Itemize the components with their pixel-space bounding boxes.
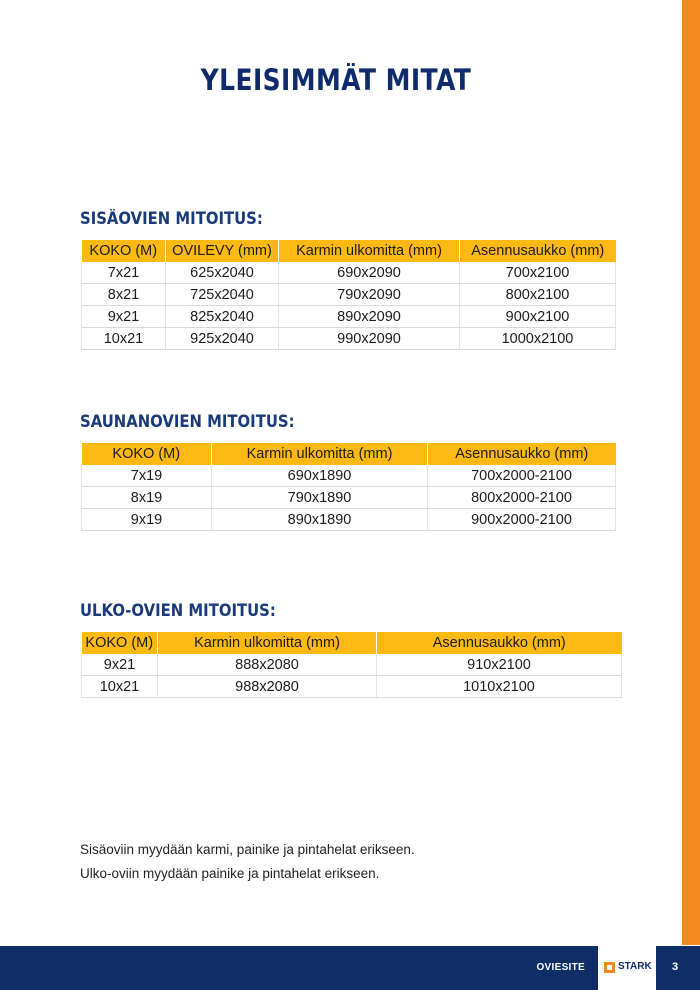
table-ulko-ovien xyxy=(81,632,622,698)
table-cell: 9x21 xyxy=(82,306,166,328)
table-cell: 900x2000-2100 xyxy=(428,509,616,531)
table-cell: 7x21 xyxy=(82,262,166,284)
table-cell: 910x2100 xyxy=(377,654,622,676)
column-header: Karmin ulkomitta (mm) xyxy=(158,632,377,654)
page-title: YLEISIMMÄT MITAT xyxy=(200,63,472,98)
table-cell: 10x21 xyxy=(82,676,158,698)
note-ulko-ovet: Ulko-oviin myydään painike ja pintahelat erikseen. xyxy=(80,866,380,881)
table-row xyxy=(82,284,616,306)
stark-logo-icon xyxy=(604,962,615,973)
table-row xyxy=(82,654,622,676)
table-row xyxy=(82,676,622,698)
column-header: KOKO (M) xyxy=(82,443,212,465)
table-row xyxy=(82,328,616,350)
note-sisaovet: Sisäoviin myydään karmi, painike ja pintahelat erikseen. xyxy=(80,842,415,857)
table-cell: 690x2090 xyxy=(279,262,460,284)
column-header: Karmin ulkomitta (mm) xyxy=(279,240,460,262)
table-cell: 825x2040 xyxy=(166,306,279,328)
column-header: Asennusaukko (mm) xyxy=(377,632,622,654)
table-cell: 1000x2100 xyxy=(460,328,616,350)
table-row xyxy=(82,509,616,531)
table-cell: 625x2040 xyxy=(166,262,279,284)
table-cell: 988x2080 xyxy=(158,676,377,698)
column-header: OVILEVY (mm) xyxy=(166,240,279,262)
section-heading-ulko-ovien: ULKO-OVIEN MITOITUS: xyxy=(80,601,276,620)
table-cell: 9x21 xyxy=(82,654,158,676)
table-cell: 888x2080 xyxy=(158,654,377,676)
table-cell: 800x2000-2100 xyxy=(428,487,616,509)
table-cell: 7x19 xyxy=(82,465,212,487)
table-cell: 8x19 xyxy=(82,487,212,509)
table-cell: 1010x2100 xyxy=(377,676,622,698)
section-heading-saunanovien: SAUNANOVIEN MITOITUS: xyxy=(80,412,295,431)
table-cell: 925x2040 xyxy=(166,328,279,350)
table-cell: 790x2090 xyxy=(279,284,460,306)
table-header-row xyxy=(82,632,622,654)
table-cell: 890x2090 xyxy=(279,306,460,328)
table-cell: 900x2100 xyxy=(460,306,616,328)
table-row xyxy=(82,306,616,328)
table-row xyxy=(82,487,616,509)
page-number: 3 xyxy=(672,961,679,973)
column-header: KOKO (M) xyxy=(82,240,166,262)
column-header: Asennusaukko (mm) xyxy=(460,240,616,262)
table-cell: 890x1890 xyxy=(212,509,428,531)
table-cell: 8x21 xyxy=(82,284,166,306)
table-header-row xyxy=(82,443,616,465)
table-cell: 690x1890 xyxy=(212,465,428,487)
section-heading-sisaovien: SISÄOVIEN MITOITUS: xyxy=(80,209,263,228)
table-cell: 700x2100 xyxy=(460,262,616,284)
table-row xyxy=(82,465,616,487)
column-header: Karmin ulkomitta (mm) xyxy=(212,443,428,465)
table-header-row xyxy=(82,240,616,262)
table-cell: 10x21 xyxy=(82,328,166,350)
table-cell: 990x2090 xyxy=(279,328,460,350)
table-row xyxy=(82,262,616,284)
table-cell: 790x1890 xyxy=(212,487,428,509)
table-cell: 9x19 xyxy=(82,509,212,531)
table-sisaovien xyxy=(81,240,616,350)
footer-bar xyxy=(0,946,700,990)
table-cell: 725x2040 xyxy=(166,284,279,306)
column-header: KOKO (M) xyxy=(82,632,158,654)
footer-label: OVIESITE xyxy=(536,962,585,973)
side-accent-stripe xyxy=(682,0,700,945)
table-cell: 800x2100 xyxy=(460,284,616,306)
brand-name: STARK xyxy=(618,961,652,972)
table-cell: 700x2000-2100 xyxy=(428,465,616,487)
table-saunanovien xyxy=(81,443,616,531)
column-header: Asennusaukko (mm) xyxy=(428,443,616,465)
